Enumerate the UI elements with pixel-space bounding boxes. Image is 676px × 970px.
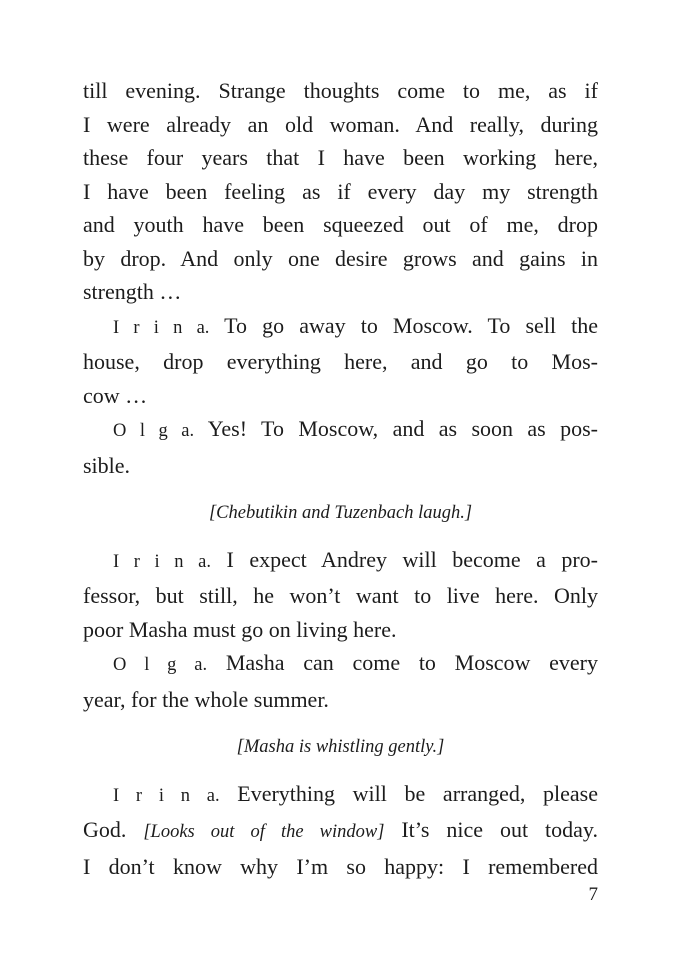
text-segment: I have been feeling as if every day my strength: [83, 178, 598, 204]
text-segment: I were already an old woman. And really, during: [83, 111, 598, 137]
speaker-name: O l g a.: [113, 655, 208, 675]
stage-direction: [83, 497, 598, 531]
text-segment: Everything will be arranged, please: [219, 780, 598, 806]
text-line: [83, 74, 598, 108]
text-line: [83, 543, 598, 580]
speaker-name: I r i n a.: [113, 785, 220, 806]
text-segment: poor Masha must go on living here.: [83, 616, 397, 642]
text-segment: by drop. And only one desire grows and gains in: [83, 245, 598, 271]
text-line: [83, 646, 598, 683]
text-segment: It’s nice out today.: [384, 817, 598, 842]
text-line: [83, 613, 598, 647]
text-line: [83, 683, 598, 717]
page-number: 7: [588, 884, 598, 905]
text-line: [83, 412, 598, 449]
text-segment: Yes! To Moscow, and as soon as pos-: [194, 416, 598, 441]
text-segment: till evening. Strange thoughts come to me, as if: [83, 78, 598, 103]
text-line: [83, 242, 598, 276]
text-line: [83, 379, 598, 413]
text-line: [83, 850, 598, 884]
text-segment: [Masha is whistling gently.]: [236, 737, 445, 757]
text-line: [83, 449, 598, 483]
text-segment: house, drop everything here, and go to Mos-: [83, 349, 598, 374]
text-segment: these four years that I have been working here,: [83, 145, 598, 170]
stage-direction: [83, 731, 598, 765]
text-line: [83, 813, 598, 850]
text-segment: cow …: [83, 382, 148, 408]
text-line: [83, 208, 598, 242]
text-segment: sible.: [83, 452, 131, 478]
text-segment: God.: [83, 817, 144, 842]
speaker-name: O l g a.: [113, 421, 195, 441]
text-line: [83, 141, 598, 175]
text-segment: To go away to Moscow. To sell the: [209, 312, 598, 338]
text-line: [83, 309, 598, 346]
text-segment: I expect Andrey will become a pro-: [211, 546, 598, 572]
speaker-name: I r i n a.: [113, 317, 210, 338]
text-segment: year, for the whole summer.: [83, 686, 329, 712]
speaker-name: I r i n a.: [113, 551, 212, 572]
text-line: [83, 579, 598, 613]
text-line: [83, 175, 598, 209]
text-segment: strength …: [83, 279, 182, 304]
text-line: [83, 108, 598, 142]
text-segment: I don’t know why I’m so happy: I remembered: [83, 853, 598, 879]
text-segment: fessor, but still, he won’t want to live here. Only: [83, 583, 598, 608]
text-segment: [Chebutikin and Tuzenbach laugh.]: [208, 503, 473, 523]
page-body: [83, 74, 598, 883]
text-line: [83, 345, 598, 379]
text-line: [83, 275, 598, 309]
text-segment: Masha can come to Moscow every: [207, 650, 598, 675]
text-segment: and youth have been squeezed out of me, drop: [83, 212, 598, 237]
text-segment: [Looks out of the window]: [143, 822, 385, 842]
text-line: [83, 777, 598, 814]
